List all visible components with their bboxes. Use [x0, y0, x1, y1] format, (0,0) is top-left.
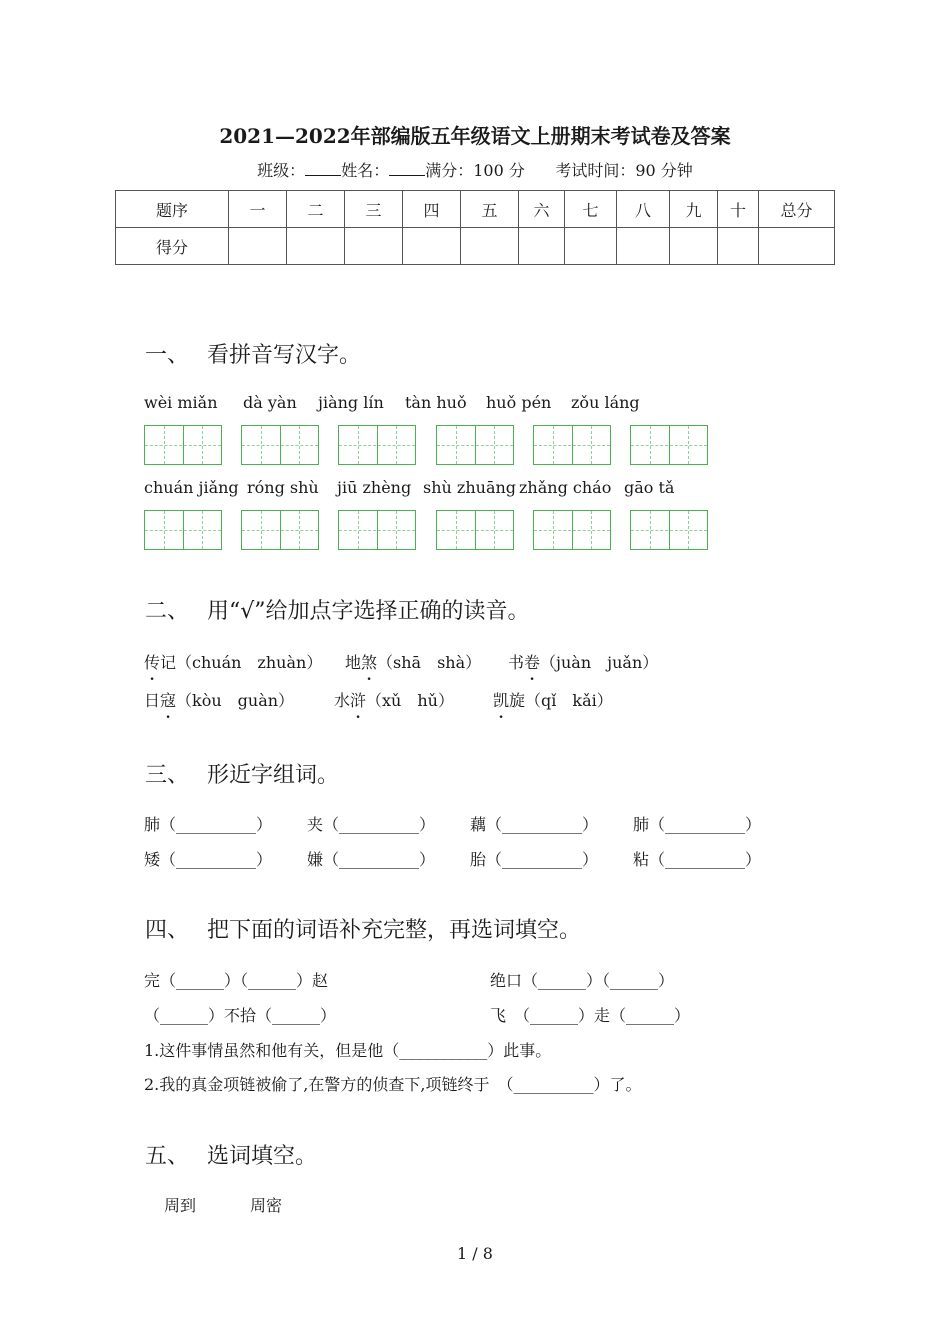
sentence-fill-item[interactable]: 2.我的真金项链被偷了,在警方的侦查下,项链终于 （__________）了。 — [144, 1075, 642, 1094]
name-label: 姓名： — [341, 161, 390, 180]
word-group-item[interactable]: 粘（__________） — [633, 850, 762, 869]
section4-number: 四、 — [145, 918, 190, 943]
page-title: 2021—2022年部编版五年级语文上册期末考试卷及答案 — [219, 124, 731, 148]
writing-grid-box[interactable] — [533, 510, 611, 550]
pinyin-item: jiàng lín — [318, 393, 384, 412]
cell-q2: 二 — [287, 191, 345, 228]
cell-q5: 五 — [461, 191, 519, 228]
full-score: 满分：100 分 — [425, 161, 525, 180]
pinyin-item: zǒu láng — [571, 393, 640, 412]
score-table — [115, 190, 835, 265]
cell-score-label: 得分 — [116, 228, 229, 265]
word-group-item[interactable]: 肺（__________） — [144, 815, 273, 834]
pinyin-item: shù zhuāng — [423, 478, 517, 497]
writing-grid-box[interactable] — [338, 425, 416, 465]
section3-heading — [145, 758, 339, 789]
pinyin-item: zhǎng cháo — [519, 478, 612, 497]
score-table-header-row — [116, 191, 835, 228]
word-group-item[interactable]: 藕（__________） — [470, 815, 599, 834]
section2-number: 二、 — [145, 599, 190, 624]
score-cell[interactable] — [617, 228, 670, 265]
writing-grid-box[interactable] — [241, 510, 319, 550]
sentence-fill-item[interactable]: 1.这件事情虽然和他有关，但是他（___________）此事。 — [144, 1041, 552, 1060]
class-label: 班级： — [257, 161, 306, 180]
section4-title: 把下面的词语补充完整，再选词填空。 — [207, 918, 582, 943]
writing-grid-box[interactable] — [630, 425, 708, 465]
cell-q4: 四 — [403, 191, 461, 228]
section1-heading — [145, 338, 361, 369]
idiom-fill-item[interactable]: （______）不拾（______） — [144, 1006, 337, 1025]
pinyin-item: huǒ pén — [486, 393, 552, 412]
score-cell[interactable] — [519, 228, 565, 265]
score-cell[interactable] — [718, 228, 759, 265]
cell-q6: 六 — [519, 191, 565, 228]
word-group-item[interactable]: 矮（__________） — [144, 850, 273, 869]
section4-heading — [145, 913, 581, 944]
section2-heading — [145, 594, 530, 625]
cell-q10: 十 — [718, 191, 759, 228]
idiom-fill-item[interactable]: 绝口（______）（______） — [490, 971, 675, 990]
name-blank — [389, 161, 425, 176]
score-cell[interactable] — [403, 228, 461, 265]
section1-number: 一、 — [145, 343, 190, 368]
pinyin-item: jiū zhèng — [337, 478, 412, 497]
reading-item[interactable]: 传记（chuán zhuàn） — [144, 653, 323, 672]
cell-q3: 三 — [345, 191, 403, 228]
reading-item[interactable]: 水浒（xǔ hǔ） — [334, 691, 454, 710]
idiom-fill-item[interactable]: 完（______）（______）赵 — [144, 971, 329, 990]
word-group-item[interactable]: 嫌（__________） — [307, 850, 436, 869]
writing-grid-box[interactable] — [144, 510, 222, 550]
writing-grid-box[interactable] — [241, 425, 319, 465]
pinyin-item: gāo tǎ — [624, 478, 675, 497]
reading-item[interactable]: 凯旋（qǐ kǎi） — [493, 691, 613, 710]
pinyin-item: tàn huǒ — [405, 393, 467, 412]
pinyin-item: róng shù — [247, 478, 319, 497]
word-choice: 周到 — [164, 1196, 197, 1215]
section3-number: 三、 — [145, 763, 190, 788]
score-cell[interactable] — [461, 228, 519, 265]
score-cell[interactable] — [565, 228, 617, 265]
score-cell[interactable] — [345, 228, 403, 265]
writing-grid-box[interactable] — [436, 510, 514, 550]
idiom-fill-item[interactable]: 飞 （______）走（______） — [490, 1006, 691, 1025]
cell-q8: 八 — [617, 191, 670, 228]
section2-title: 用“√”给加点字选择正确的读音。 — [207, 599, 530, 624]
cell-total: 总分 — [759, 191, 835, 228]
reading-item[interactable]: 书卷（juàn juǎn） — [508, 653, 659, 672]
score-cell[interactable] — [759, 228, 835, 265]
word-group-item[interactable]: 肺（__________） — [633, 815, 762, 834]
writing-grid-box[interactable] — [630, 510, 708, 550]
word-group-item[interactable]: 胎（__________） — [470, 850, 599, 869]
word-choice: 周密 — [250, 1196, 283, 1215]
cell-order-label: 题序 — [116, 191, 229, 228]
reading-item[interactable]: 地煞（shā shà） — [345, 653, 482, 672]
section3-title: 形近字组词。 — [207, 763, 340, 788]
reading-item[interactable]: 日寇（kòu guàn） — [144, 691, 295, 710]
score-cell[interactable] — [287, 228, 345, 265]
score-table-score-row — [116, 228, 835, 265]
cell-q7: 七 — [565, 191, 617, 228]
cell-q9: 九 — [670, 191, 718, 228]
cell-q1: 一 — [229, 191, 287, 228]
exam-info — [0, 158, 950, 181]
score-cell[interactable] — [229, 228, 287, 265]
writing-grid-box[interactable] — [533, 425, 611, 465]
section5-number: 五、 — [145, 1144, 190, 1169]
pinyin-item: chuán jiǎng — [144, 478, 239, 497]
section5-title: 选词填空。 — [207, 1144, 318, 1169]
exam-time: 考试时间：90 分钟 — [555, 161, 693, 180]
writing-grid-box[interactable] — [338, 510, 416, 550]
page-number: 1 / 8 — [457, 1244, 493, 1263]
pinyin-item: wèi miǎn — [144, 393, 218, 412]
class-blank — [305, 161, 341, 176]
word-group-item[interactable]: 夹（__________） — [307, 815, 436, 834]
writing-grid-box[interactable] — [436, 425, 514, 465]
score-cell[interactable] — [670, 228, 718, 265]
section5-heading — [145, 1139, 317, 1170]
writing-grid-box[interactable] — [144, 425, 222, 465]
pinyin-item: dà yàn — [243, 393, 297, 412]
section1-title: 看拼音写汉字。 — [207, 343, 362, 368]
